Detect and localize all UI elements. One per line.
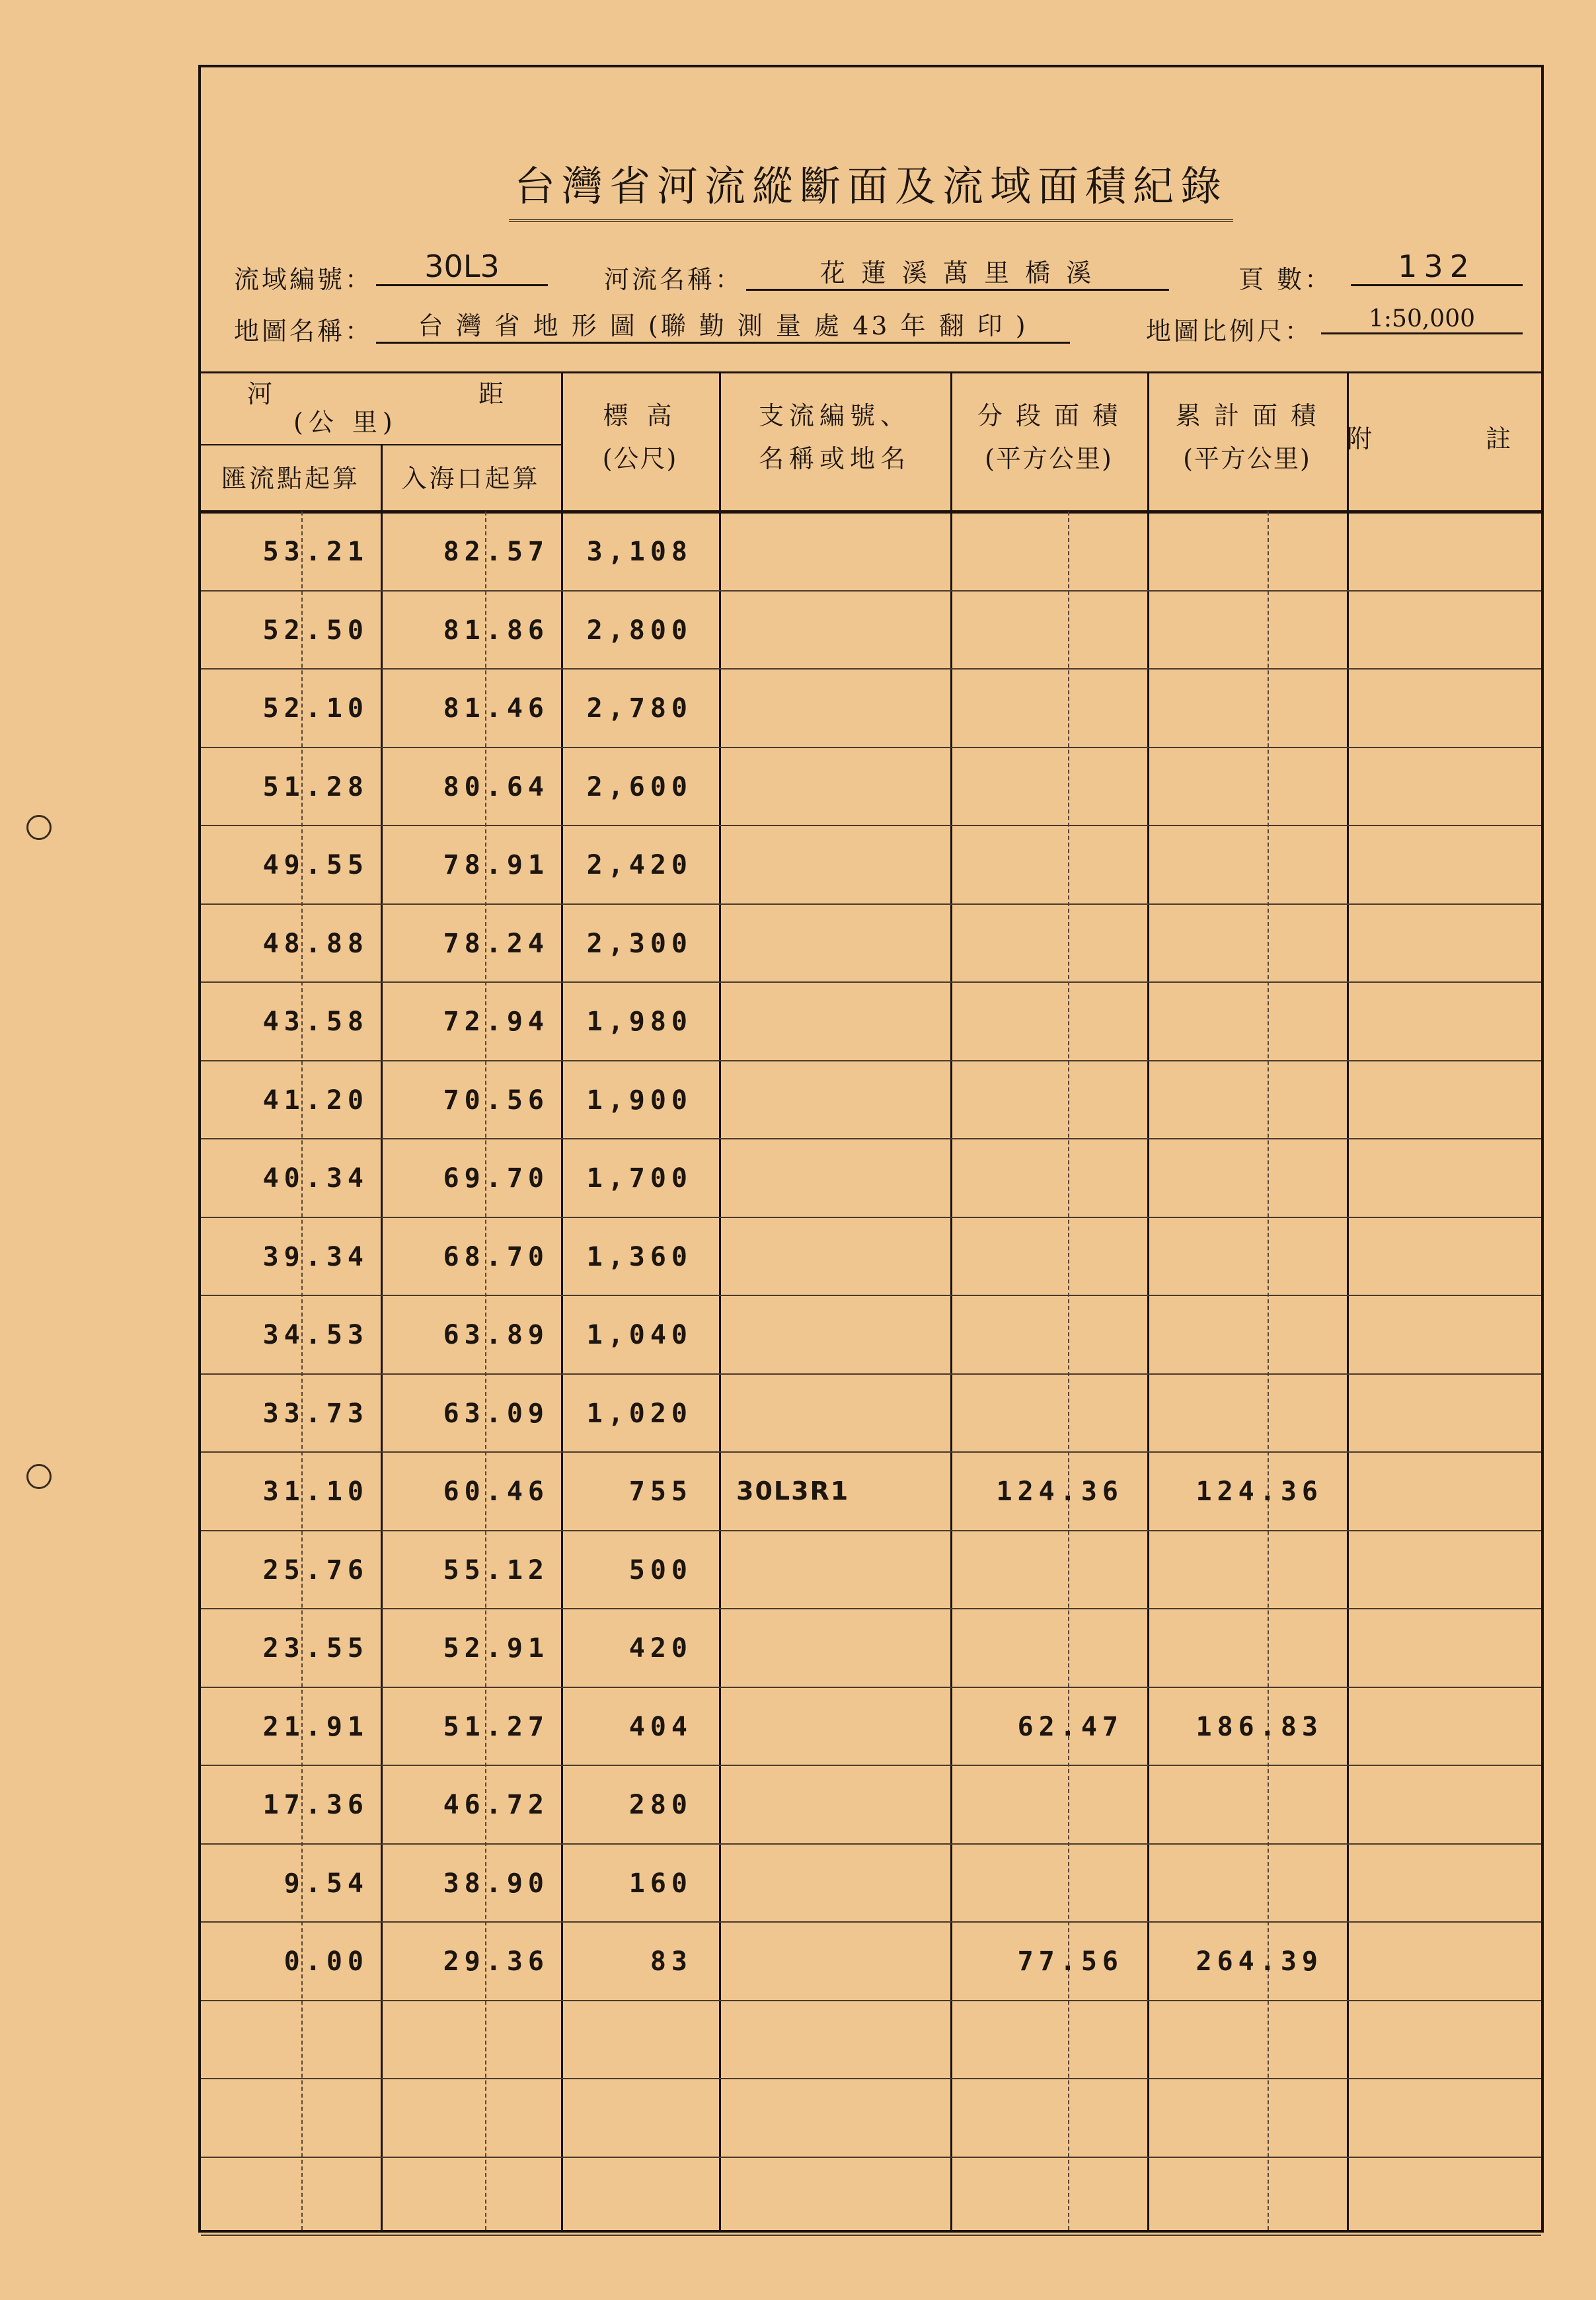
- table-row: [201, 903, 1541, 982]
- cell-from-confluence: 51.28: [262, 771, 369, 802]
- row-rule: [201, 2235, 1541, 2236]
- cell-from-confluence: 39.34: [262, 1241, 369, 1272]
- cell-elevation: 2,300: [586, 928, 693, 959]
- cell-elevation: 1,040: [586, 1320, 693, 1350]
- page-label: 頁 數：: [1238, 265, 1333, 294]
- cell-elevation: 1,980: [586, 1007, 693, 1037]
- col-from-confluence: 匯流點起算: [221, 464, 360, 493]
- cell-from-confluence: 52.50: [262, 615, 369, 646]
- cell-from-mouth: 51.27: [443, 1711, 549, 1742]
- river-name-label: 河流名稱：: [604, 265, 743, 294]
- basin-no-label: 流域編號：: [234, 265, 373, 294]
- table-row: [201, 2000, 1541, 2079]
- col-segment-area: 分 段 面 積: [977, 401, 1121, 430]
- cell-from-confluence: 25.76: [262, 1554, 369, 1586]
- table-row: [201, 1373, 1541, 1452]
- punch-hole-bottom: [26, 1464, 52, 1489]
- cell-elevation: 1,020: [586, 1398, 693, 1429]
- cell-cumulative-area: 186.83: [1196, 1711, 1323, 1742]
- cell-elevation: 280: [628, 1790, 693, 1820]
- scale-value: 1:50,000: [1321, 305, 1523, 334]
- distance-unit: (公 里): [293, 408, 398, 437]
- cell-from-mouth: 63.09: [443, 1398, 549, 1429]
- cell-from-mouth: 68.70: [443, 1241, 549, 1272]
- cell-cumulative-area: 124.36: [1196, 1476, 1323, 1507]
- cell-from-mouth: 63.89: [443, 1320, 549, 1350]
- distance-header-right: 距: [478, 379, 510, 408]
- cell-from-confluence: 48.88: [262, 928, 369, 959]
- table-row: [201, 2078, 1541, 2157]
- cell-elevation: 1,360: [586, 1241, 693, 1272]
- punch-hole-top: [26, 815, 52, 840]
- table-row: [201, 590, 1541, 669]
- col-remarks: 附 註: [1347, 424, 1564, 453]
- table-row: [201, 2157, 1541, 2235]
- page-value: 132: [1351, 249, 1523, 286]
- cell-from-confluence: 41.20: [262, 1085, 369, 1116]
- cell-elevation: 420: [628, 1633, 693, 1664]
- cell-elevation: 160: [628, 1868, 693, 1899]
- col-segment-area-unit: (平方公里): [985, 444, 1113, 473]
- cell-elevation: 3,108: [586, 537, 693, 567]
- cell-from-mouth: 46.72: [443, 1790, 549, 1820]
- cell-from-confluence: 23.55: [262, 1633, 369, 1664]
- cell-from-mouth: 29.36: [443, 1946, 549, 1977]
- cell-elevation: 83: [650, 1946, 693, 1977]
- cell-from-mouth: 55.12: [443, 1554, 549, 1586]
- cell-from-confluence: 53.21: [262, 537, 369, 567]
- table-row: [201, 1217, 1541, 1295]
- table-row: [201, 825, 1541, 903]
- cell-from-mouth: 78.24: [443, 928, 549, 959]
- cell-elevation: 1,700: [586, 1163, 693, 1194]
- distance-header-left: 河: [247, 379, 278, 408]
- river-name-value: 花 蓮 溪 萬 里 橋 溪: [746, 252, 1169, 291]
- cell-from-confluence: 52.10: [262, 693, 369, 724]
- col-from-mouth: 入海口起算: [401, 464, 541, 493]
- table-row: [201, 512, 1541, 590]
- cell-from-confluence: 43.58: [262, 1007, 369, 1037]
- cell-from-confluence: 21.91: [262, 1711, 369, 1742]
- cell-from-mouth: 38.90: [443, 1868, 549, 1899]
- cell-from-confluence: 0.00: [284, 1946, 369, 1977]
- col-tributary: 支流編號、: [758, 401, 911, 430]
- cell-segment-area: 124.36: [996, 1476, 1123, 1507]
- cell-from-mouth: 69.70: [443, 1163, 549, 1194]
- cell-segment-area: 62.47: [1017, 1711, 1123, 1742]
- cell-from-confluence: 17.36: [262, 1790, 369, 1820]
- cell-cumulative-area: 264.39: [1196, 1946, 1323, 1977]
- table-row: [201, 1608, 1541, 1687]
- map-name-label: 地圖名稱：: [234, 317, 373, 346]
- cell-from-confluence: 9.54: [284, 1868, 369, 1899]
- map-name-value: 台 灣 省 地 形 圖 (聯 勤 測 量 處 43 年 翻 印 ): [376, 305, 1070, 344]
- col-tributary-2: 名稱或地名: [758, 444, 911, 473]
- cell-tributary: 30L3R1: [736, 1476, 850, 1506]
- cell-elevation: 755: [628, 1476, 693, 1507]
- cell-from-confluence: 33.73: [262, 1398, 369, 1429]
- cell-from-mouth: 81.86: [443, 615, 549, 646]
- table-row: [201, 1060, 1541, 1139]
- col-elevation-unit: (公尺): [602, 444, 678, 473]
- table-row: [201, 981, 1541, 1060]
- table-row: [201, 747, 1541, 825]
- table-row: [201, 1530, 1541, 1609]
- basin-no-value: 30L3: [376, 249, 548, 286]
- cell-from-mouth: 82.57: [443, 537, 549, 567]
- cell-from-mouth: 52.91: [443, 1633, 549, 1664]
- table-row: [201, 1921, 1541, 2000]
- col-elevation: 標 高: [603, 401, 677, 430]
- table-row: [201, 668, 1541, 747]
- cell-from-confluence: 49.55: [262, 850, 369, 880]
- col-cumulative-area: 累 計 面 積: [1175, 401, 1319, 430]
- table-row: [201, 1451, 1541, 1530]
- cell-from-mouth: 80.64: [443, 771, 549, 802]
- cell-from-confluence: 34.53: [262, 1320, 369, 1350]
- cell-elevation: 404: [628, 1711, 693, 1742]
- cell-elevation: 2,780: [586, 693, 693, 724]
- cell-from-confluence: 40.34: [262, 1163, 369, 1194]
- cell-segment-area: 77.56: [1017, 1946, 1123, 1977]
- table-row: [201, 1843, 1541, 1922]
- table-row: [201, 1295, 1541, 1373]
- cell-from-mouth: 78.91: [443, 850, 549, 880]
- cell-elevation: 2,600: [586, 771, 693, 802]
- scale-label: 地圖比例尺：: [1146, 317, 1313, 346]
- cell-from-confluence: 31.10: [262, 1476, 369, 1507]
- cell-elevation: 1,900: [586, 1085, 693, 1116]
- record-form: [198, 65, 1564, 2233]
- cell-from-mouth: 81.46: [443, 693, 549, 724]
- cell-from-mouth: 70.56: [443, 1085, 549, 1116]
- table-row: [201, 1687, 1541, 1765]
- table-row: [201, 1138, 1541, 1217]
- table-row: [201, 1765, 1541, 1843]
- cell-from-mouth: 60.46: [443, 1476, 549, 1507]
- cell-from-mouth: 72.94: [443, 1007, 549, 1037]
- table-top-rule: [201, 371, 1541, 373]
- cell-elevation: 2,800: [586, 615, 693, 646]
- cell-elevation: 500: [628, 1554, 693, 1586]
- form-title: 台灣省河流縱斷面及流域面積紀錄: [201, 153, 1541, 212]
- col-cumulative-area-unit: (平方公里): [1183, 444, 1311, 473]
- cell-elevation: 2,420: [586, 850, 693, 880]
